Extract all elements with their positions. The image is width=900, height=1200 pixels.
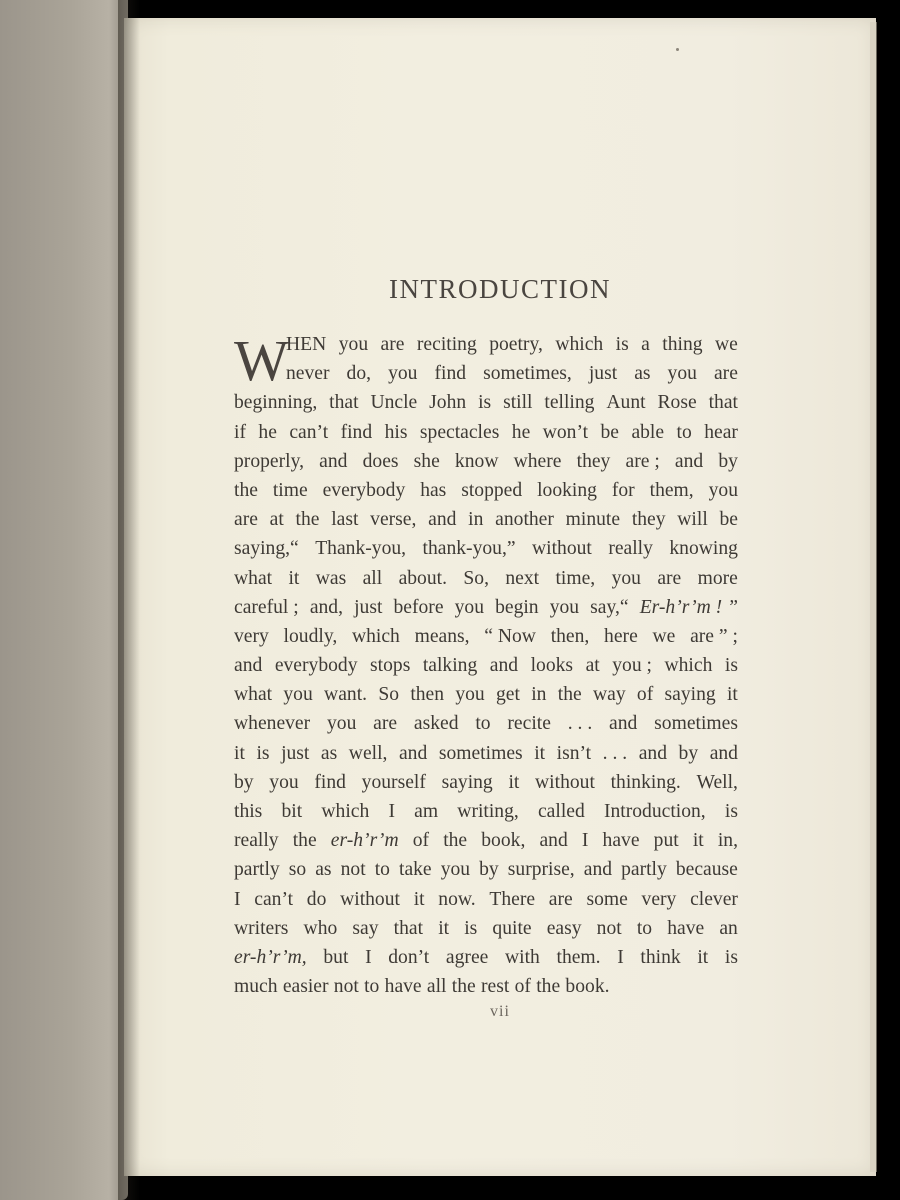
drop-cap: W <box>234 328 289 393</box>
word: talking <box>422 655 478 677</box>
word: the <box>557 684 582 706</box>
word: rest <box>481 976 510 998</box>
word: want. <box>324 684 368 706</box>
text-line <box>234 826 738 855</box>
word: won’t <box>542 421 589 443</box>
text-line <box>234 855 738 884</box>
word: much <box>234 976 278 998</box>
word: and <box>398 742 428 764</box>
word: Well, <box>696 771 738 793</box>
text-line <box>234 914 738 943</box>
word: and <box>674 450 704 472</box>
word: and <box>319 450 348 472</box>
word: easy <box>546 917 582 939</box>
word: poetry, <box>489 334 543 355</box>
word: if <box>234 421 246 443</box>
word: writers <box>234 917 289 939</box>
gutter-shadow <box>118 0 140 1200</box>
word: . . . <box>602 742 628 764</box>
word: not <box>596 917 622 939</box>
word: properly, <box>234 450 305 472</box>
word: the <box>443 830 468 852</box>
word: are <box>380 334 405 355</box>
word: sometimes <box>654 713 738 735</box>
word: by <box>718 450 738 472</box>
word: So <box>378 684 400 706</box>
word: are ” ; <box>690 625 738 647</box>
word: agree <box>445 946 489 968</box>
word: say,“ <box>590 596 629 618</box>
word: now. <box>438 888 476 910</box>
word: I <box>234 888 241 910</box>
word: clever <box>690 888 738 910</box>
word: beginning, <box>234 392 318 414</box>
word: more <box>697 567 738 589</box>
word: bit <box>281 801 303 822</box>
word: that <box>708 392 738 414</box>
word: you <box>269 771 299 793</box>
word: thing <box>662 334 703 355</box>
word: you <box>549 596 580 618</box>
word: minute <box>565 509 621 531</box>
word: really <box>608 538 653 560</box>
word: the <box>292 830 317 852</box>
word: stopped <box>461 479 523 501</box>
word: and <box>638 742 667 764</box>
word: called <box>537 801 585 822</box>
text-line <box>234 768 738 797</box>
text-line <box>234 972 738 1001</box>
word: do, <box>346 363 372 385</box>
word: some <box>586 888 628 910</box>
word: you <box>338 334 369 355</box>
word: . . . <box>567 713 593 735</box>
word: sometimes <box>438 742 523 764</box>
word: to <box>636 917 653 939</box>
word: it <box>697 946 709 968</box>
word: it <box>288 567 300 589</box>
word: last <box>331 509 359 531</box>
word: saying <box>441 771 493 793</box>
word: are <box>548 888 573 910</box>
word: as <box>320 742 338 764</box>
word: a <box>641 334 650 355</box>
word: are <box>373 713 398 735</box>
word: just <box>281 742 310 764</box>
word: then <box>410 684 445 706</box>
word: we <box>715 334 738 355</box>
word: to <box>475 713 491 735</box>
word: is <box>724 946 738 968</box>
word: that <box>393 917 424 939</box>
word: are <box>234 509 258 531</box>
word: which <box>321 801 370 822</box>
word: you <box>667 363 697 385</box>
word: well, <box>348 742 388 764</box>
word: be <box>600 421 619 443</box>
word: have <box>667 917 705 939</box>
word: “ Now <box>484 625 536 647</box>
word: spectacles <box>419 421 500 443</box>
chapter-title: INTRODUCTION <box>389 274 611 304</box>
word: partly <box>621 859 667 881</box>
word: not <box>333 976 359 998</box>
word: you <box>440 859 471 881</box>
word: that <box>329 392 359 414</box>
word: all <box>426 976 447 998</box>
word: for <box>611 479 635 501</box>
word: and <box>709 742 738 764</box>
word: you <box>454 596 484 618</box>
word: as <box>315 859 332 881</box>
word: is <box>615 334 629 355</box>
word: very <box>234 625 269 647</box>
word: and <box>539 830 568 852</box>
word: which <box>555 334 604 355</box>
word: knowing <box>669 538 738 560</box>
word: he <box>258 421 277 443</box>
word: So, <box>463 567 489 589</box>
word: have <box>384 976 422 998</box>
word: not <box>340 859 366 881</box>
word: it <box>438 917 450 939</box>
word: and <box>609 713 638 735</box>
word: at <box>585 655 600 677</box>
word: know <box>454 450 499 472</box>
word: find <box>314 771 346 793</box>
word: asked <box>413 713 459 735</box>
text-line <box>234 680 738 709</box>
text-line <box>234 739 738 768</box>
text-line <box>234 388 738 417</box>
word: means, <box>414 625 470 647</box>
word: is <box>464 917 478 939</box>
word: and <box>583 859 613 881</box>
word: then, <box>550 625 590 647</box>
word: by <box>678 742 699 764</box>
word: was <box>315 567 347 589</box>
word: of <box>636 684 654 706</box>
word: is <box>478 392 492 414</box>
word: in <box>531 684 547 706</box>
word: this <box>234 801 263 822</box>
word: as <box>634 363 651 385</box>
word: by <box>479 859 499 881</box>
word: very <box>641 888 677 910</box>
word: they <box>576 450 611 472</box>
word: careful ; <box>234 596 299 618</box>
page-number: vii <box>490 1003 510 1020</box>
word: find <box>340 421 373 443</box>
word: just <box>354 596 383 618</box>
word: next <box>505 567 540 589</box>
text-line <box>234 593 738 622</box>
word: what <box>234 567 273 589</box>
word: with <box>505 946 540 968</box>
word: saying,“ <box>234 538 299 560</box>
word: his <box>384 421 408 443</box>
text-line <box>234 651 738 680</box>
word: verse, <box>370 509 417 531</box>
word: whenever <box>234 713 311 735</box>
word: er-h’r’m <box>330 830 399 852</box>
word: which <box>351 625 400 647</box>
word: at <box>269 509 284 531</box>
word: able <box>631 421 665 443</box>
word: do <box>306 888 327 910</box>
word: I <box>365 946 372 968</box>
word: surprise, <box>507 859 575 881</box>
word: still <box>503 392 533 414</box>
word: will <box>677 509 708 531</box>
word: HEN <box>286 334 327 355</box>
word: in <box>468 509 484 531</box>
word: Er-h’r’m ! ” <box>639 596 738 618</box>
word: you <box>455 684 485 706</box>
word: the <box>536 976 561 998</box>
word: because <box>675 859 738 881</box>
word: does <box>362 450 399 472</box>
word: them, <box>649 479 694 501</box>
word: in, <box>717 830 738 852</box>
word: Thank-you, <box>315 538 407 560</box>
word: looking <box>537 479 597 501</box>
word: without <box>340 888 400 910</box>
word: don’t <box>388 946 430 968</box>
word: to <box>676 421 692 443</box>
word: is <box>724 655 738 677</box>
word: get <box>496 684 520 706</box>
word: take <box>399 859 432 881</box>
word: about. <box>398 567 447 589</box>
text-line <box>234 797 738 826</box>
text-line <box>234 476 738 505</box>
word: think <box>640 946 681 968</box>
word: say <box>352 917 379 939</box>
paper-speck <box>676 48 679 51</box>
word: an <box>719 917 738 939</box>
word: Introduction, <box>603 801 706 822</box>
word: recite <box>507 713 551 735</box>
word: time <box>272 479 308 501</box>
text-line <box>234 330 738 359</box>
word: it <box>692 830 704 852</box>
word: by <box>234 771 254 793</box>
text-line <box>234 359 738 388</box>
text-line <box>234 943 738 972</box>
word: book. <box>565 976 610 998</box>
text-line <box>234 709 738 738</box>
word: can’t <box>289 421 329 443</box>
word: are <box>657 567 682 589</box>
word: what <box>234 684 273 706</box>
word: thinking. <box>610 771 681 793</box>
facing-page-edge <box>0 0 128 1200</box>
word: book, <box>481 830 526 852</box>
text-line <box>234 505 738 534</box>
word: you <box>283 684 313 706</box>
word: you <box>611 567 641 589</box>
word: reciting <box>416 334 477 355</box>
word: and <box>489 655 519 677</box>
word: partly <box>234 859 280 881</box>
word: everybody <box>322 479 406 501</box>
word: writing, <box>457 801 519 822</box>
word: he <box>511 421 531 443</box>
word: never <box>286 363 330 385</box>
word: quite <box>492 917 532 939</box>
word: isn’t <box>556 742 592 764</box>
word: it <box>534 742 546 764</box>
word: another <box>495 509 554 531</box>
word: just <box>588 363 618 385</box>
word: saying <box>664 684 716 706</box>
word: so <box>288 859 307 881</box>
word: John <box>429 392 467 414</box>
word: er-h’r’m, <box>234 946 307 968</box>
word: it <box>508 771 520 793</box>
word: be <box>719 509 738 531</box>
word: to <box>374 859 390 881</box>
introduction-text <box>234 330 738 1001</box>
text-line <box>234 885 738 914</box>
word: easier <box>282 976 329 998</box>
word: Rose <box>657 392 697 414</box>
word: but <box>323 946 349 968</box>
word: all <box>362 567 383 589</box>
page-fore-edge <box>870 22 877 1172</box>
word: of <box>514 976 531 998</box>
word: time, <box>555 567 596 589</box>
word: hear <box>704 421 738 443</box>
word: to <box>364 976 380 998</box>
word: loudly, <box>283 625 338 647</box>
word: it <box>726 684 738 706</box>
word: are <box>713 363 738 385</box>
word: thank-you,” <box>422 538 516 560</box>
word: begin <box>495 596 539 618</box>
word: Aunt <box>606 392 646 414</box>
word: here <box>604 625 638 647</box>
word: are ; <box>625 450 660 472</box>
word: which <box>664 655 713 677</box>
word: before <box>393 596 444 618</box>
word: can’t <box>254 888 294 910</box>
word: am <box>414 801 439 822</box>
word: sometimes, <box>483 363 572 385</box>
word: who <box>303 917 338 939</box>
word: I <box>388 801 395 822</box>
word: telling <box>544 392 595 414</box>
word: really <box>234 830 279 852</box>
text-line <box>234 447 738 476</box>
word: and <box>234 655 263 677</box>
word: it <box>234 742 245 764</box>
text-line <box>234 418 738 447</box>
word: the <box>451 976 476 998</box>
word: we <box>652 625 676 647</box>
word: of <box>412 830 430 852</box>
word: I <box>581 830 589 852</box>
word: the <box>234 479 258 501</box>
word: you <box>388 363 418 385</box>
text-line <box>234 622 738 651</box>
word: it <box>413 888 425 910</box>
word: she <box>413 450 440 472</box>
text-line <box>234 564 738 593</box>
word: without <box>532 538 592 560</box>
word: you <box>708 479 738 501</box>
text-line <box>234 534 738 563</box>
word: is <box>256 742 270 764</box>
word: yourself <box>361 771 426 793</box>
word: without <box>535 771 595 793</box>
word: find <box>434 363 467 385</box>
word: put <box>653 830 679 852</box>
word: and <box>428 509 457 531</box>
word: way <box>592 684 626 706</box>
word: have <box>602 830 640 852</box>
word: There <box>489 888 536 910</box>
word: you ; <box>612 655 652 677</box>
word: looks <box>530 655 574 677</box>
word: everybody <box>274 655 358 677</box>
word: you <box>326 713 357 735</box>
word: the <box>295 509 320 531</box>
word: Uncle <box>370 392 418 414</box>
word: they <box>631 509 666 531</box>
word: is <box>724 801 738 822</box>
word: and, <box>309 596 344 618</box>
word: stops <box>370 655 411 677</box>
word: them. <box>556 946 601 968</box>
word: has <box>420 479 447 501</box>
word: I <box>617 946 624 968</box>
word: where <box>513 450 562 472</box>
